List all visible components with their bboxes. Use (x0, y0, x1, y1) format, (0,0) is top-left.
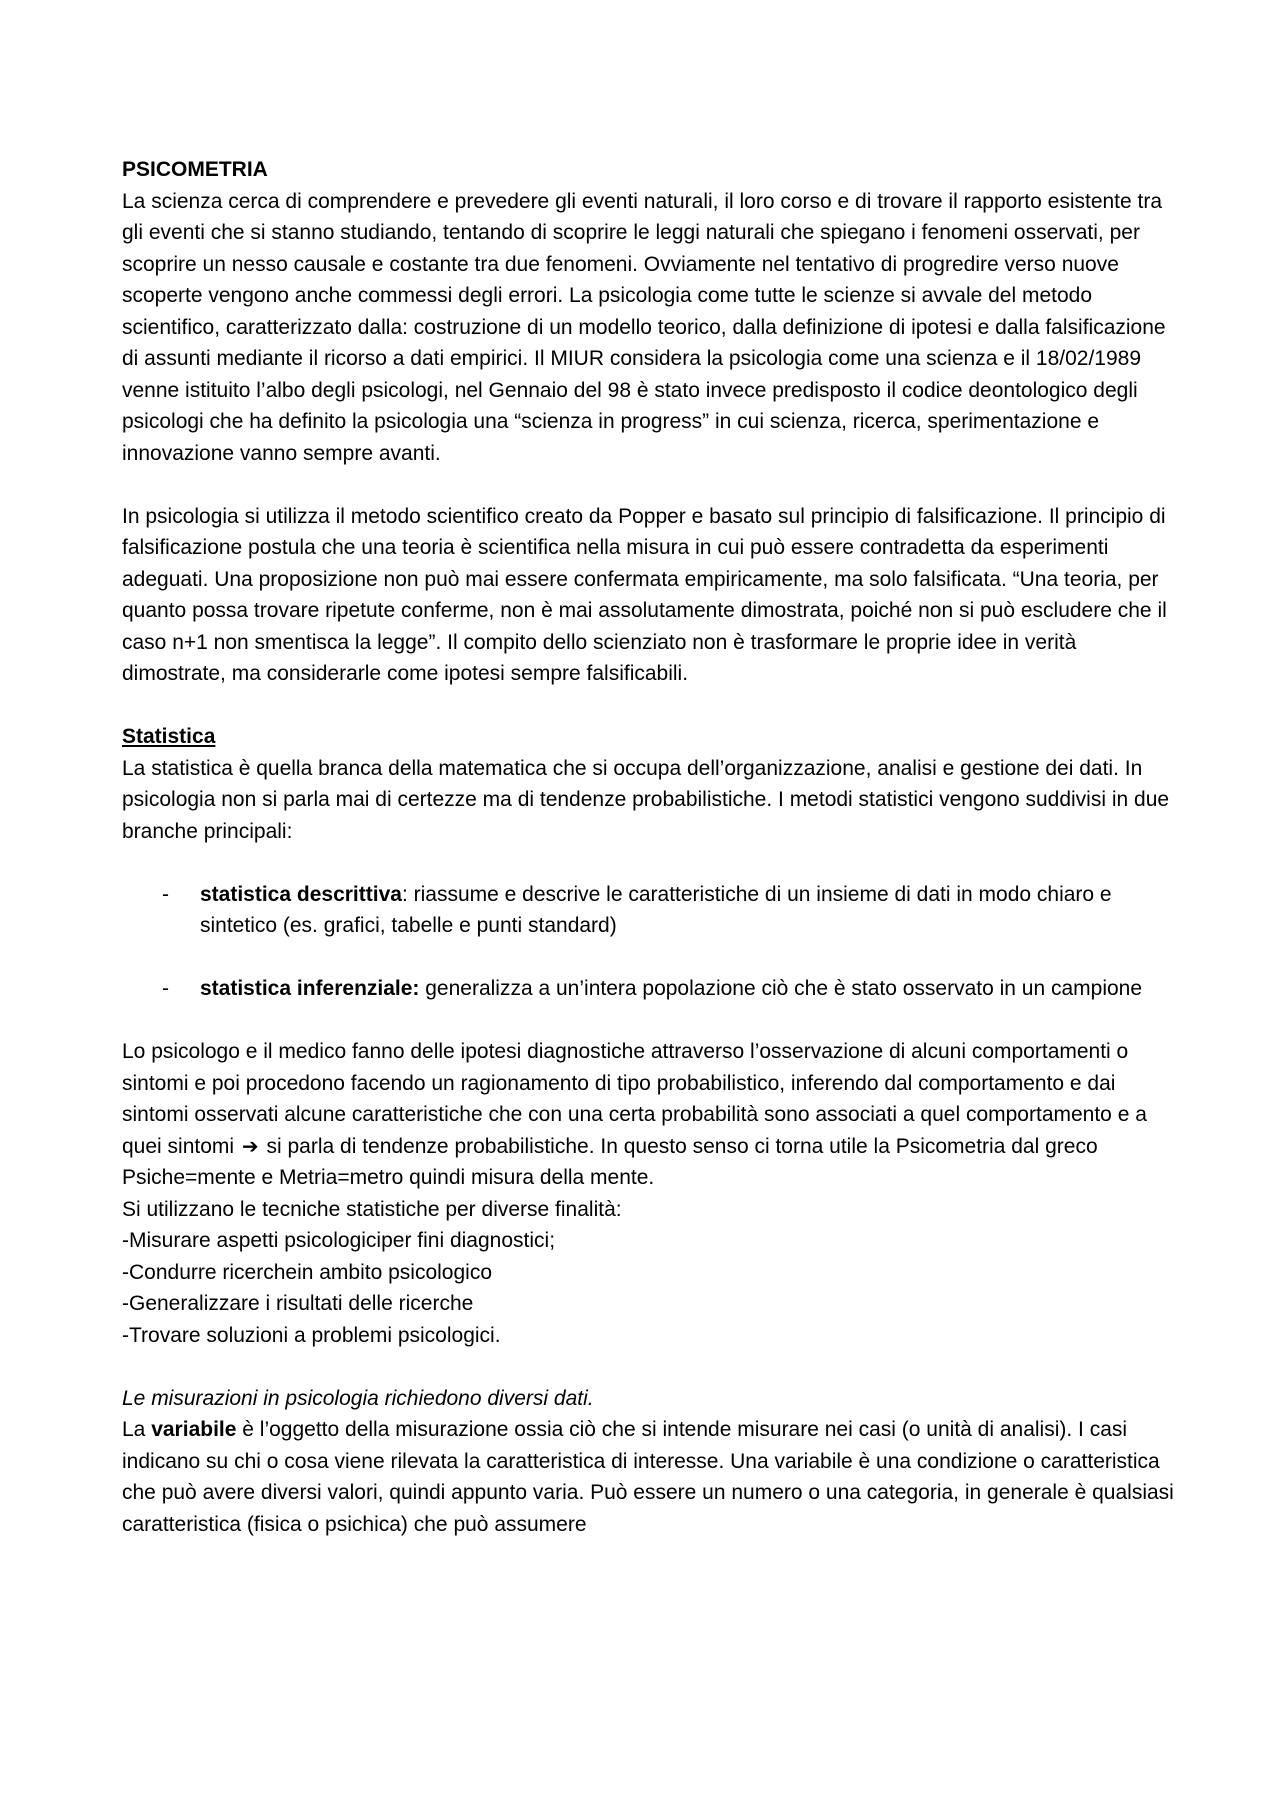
finalita-intro: Si utilizzano le tecniche statistiche per diverse finalità: (122, 1197, 622, 1221)
finalita-item: -Condurre ricerchein ambito psicologico (122, 1260, 493, 1284)
arrow-right-icon: ➔ (241, 1133, 259, 1158)
variabile-paragraph (122, 1414, 1174, 1540)
finalita-item: -Trovare soluzioni a problemi psicologici. (122, 1323, 501, 1347)
statistica-paragraph: La statistica è quella branca della matematica che si occupa dell’organizzazione, analisi e gestione dei dati. In psicologia non si parla mai di certezze ma di tendenze probabilistiche. I metodi statistici vengono suddivisi in due branche principali: (122, 756, 1170, 843)
list-item (122, 973, 1174, 1005)
intro-paragraph: La scienza cerca di comprendere e prevedere gli eventi naturali, il loro corso e di trovare il rapporto esistente tra gli eventi che si stanno studiando, tentando di scoprire le leggi naturali che spiegano i fenomeni osservati, per scoprire un nesso causale e costante tra due fenomeni. Ovviamente nel tentativo di progredire verso nuove scoperte vengono anche commessi degli errori. La psicologia come tutte le scienze si avvale del metodo scientifico, caratterizzato dalla: costruzione di un modello teorico, dalla definizione di ipotesi e dalla falsificazione di assunti mediante il ricorso a dati empirici. Il MIUR considera la psicologia come una scienza e il 18/02/1989 venne istituito l’albo degli psicologi, nel Gennaio del 98 è stato invece predisposto il codice deontologico degli psicologi che ha definito la psicologia una “scienza in progress” in cui scienza, ricerca, sperimentazione e innovazione vanno sempre avanti. (122, 189, 1166, 465)
list-item-term: statistica inferenziale: (200, 977, 420, 1000)
diagnosi-text-part2: si parla di tendenze probabilistiche. In questo senso ci torna utile la Psicometria dal greco Psiche=mente e Metria=metro quindi misura della mente. (122, 1134, 1098, 1189)
variabile-prefix: La (122, 1418, 152, 1441)
diagnosi-text-part1: Lo psicologo e il medico fanno delle ipotesi diagnostiche attraverso l’osservazione di alcuni comportamenti o sintomi e poi procedono facendo un ragionamento di tipo probabilistico, inferendo dal comportamento e dai sintomi osservati alcune caratteristiche che con una certa probabilità sono associati a quel comportamento e a quei sintomi (122, 1040, 1147, 1158)
variabile-text: è l’oggetto della misurazione ossia ciò che si intende misurare nei casi (o unità di analisi). I casi indicano su chi o cosa viene rilevata la caratteristica di interesse. Una variabile è una condizione o caratteristica che può avere diversi valori, quindi appunto varia. Può essere un numero o una categoria, in generale è qualsiasi caratteristica (fisica o psichica) che può assumere (122, 1418, 1174, 1536)
statistica-heading: Statistica (122, 725, 216, 748)
list-item-text: generalizza a un’intera popolazione ciò che è stato osservato in un campione (419, 977, 1143, 1000)
list-item-term: statistica descrittiva (200, 882, 402, 906)
list-item-text: : riassume e descrive le caratteristiche di un insieme di dati in modo chiaro e sintetico (es. grafici, tabelle e punti standard) (200, 882, 1112, 937)
document-page (122, 154, 1174, 1540)
document-title: PSICOMETRIA (122, 158, 268, 181)
variabile-term: variabile (151, 1418, 237, 1441)
list-dash: - (162, 977, 169, 1000)
finalita-item: -Misurare aspetti psicologiciper fini diagnostici; (122, 1229, 556, 1252)
misurazioni-heading: Le misurazioni in psicologia richiedono diversi dati. (122, 1386, 594, 1410)
list-item (122, 879, 1174, 942)
diagnosi-paragraph (122, 1036, 1174, 1194)
finalita-item: -Generalizzare i risultati delle ricerche (122, 1292, 474, 1315)
statistics-branches-list (122, 879, 1174, 1005)
popper-paragraph: In psicologia si utilizza il metodo scientifico creato da Popper e basato sul principio di falsificazione. Il principio di falsificazione postula che una teoria è scientifica nella misura in cui può essere contradetta da esperimenti adeguati. Una proposizione non può mai essere confermata empiricamente, ma solo falsificata. “Una teoria, per quanto possa trovare ripetute conferme, non è mai assolutamente dimostrata, poiché non si può escludere che il caso n+1 non smentisca la legge”. Il compito dello scienziato non è trasformare le proprie idee in verità dimostrate, ma considerarle come ipotesi sempre falsificabili. (122, 504, 1167, 685)
list-dash: - (162, 882, 169, 906)
